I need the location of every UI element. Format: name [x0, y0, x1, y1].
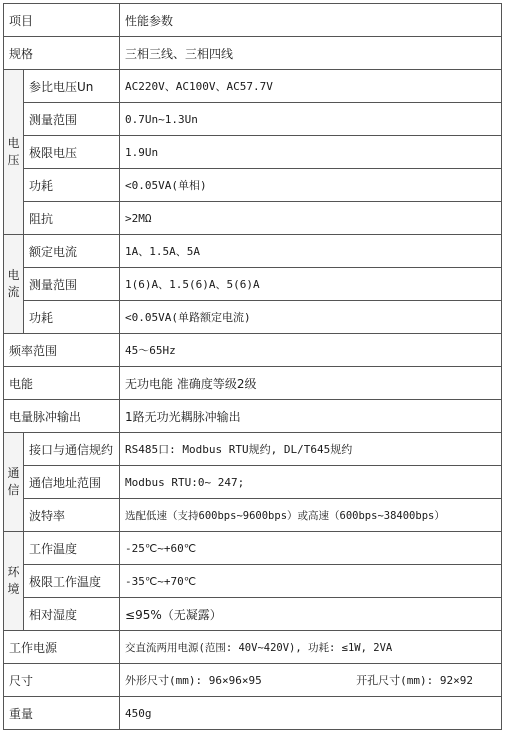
table-row	[4, 433, 502, 466]
row-label: 电能	[4, 367, 120, 400]
table-row	[4, 334, 502, 367]
row-value: Modbus RTU:0~ 247;	[120, 466, 502, 499]
row-value: 1A、1.5A、5A	[120, 235, 502, 268]
row-value: 1路无功光耦脉冲输出	[120, 400, 502, 433]
table-row	[4, 565, 502, 598]
row-value: >2MΩ	[120, 202, 502, 235]
category-label: 环境	[7, 565, 20, 596]
outer-size: 外形尺寸(mm): 96×96×95	[125, 674, 262, 687]
row-value	[120, 664, 502, 697]
row-label: 极限工作温度	[24, 565, 120, 598]
row-label: 参比电压Un	[24, 70, 120, 103]
row-label: 规格	[4, 37, 120, 70]
row-value: 0.7Un~1.3Un	[120, 103, 502, 136]
row-label: 工作温度	[24, 532, 120, 565]
category-comm	[4, 433, 24, 532]
row-label: 相对湿度	[24, 598, 120, 631]
row-value: 45～65Hz	[120, 334, 502, 367]
spec-table	[3, 3, 502, 730]
table-row	[4, 697, 502, 730]
row-value: <0.05VA(单相)	[120, 169, 502, 202]
row-value: 1.9Un	[120, 136, 502, 169]
category-label: 电压	[7, 136, 20, 167]
row-label: 频率范围	[4, 334, 120, 367]
header-item-cell: 项目	[4, 4, 120, 37]
cutout-size: 开孔尺寸(mm): 92×92	[356, 674, 474, 687]
size-values	[125, 672, 501, 688]
row-label: 尺寸	[4, 664, 120, 697]
row-label: 阻抗	[24, 202, 120, 235]
table-row	[4, 136, 502, 169]
row-value: 交直流两用电源(范围: 40V~420V), 功耗: ≤1W, 2VA	[120, 631, 502, 664]
row-label: 额定电流	[24, 235, 120, 268]
row-label: 功耗	[24, 301, 120, 334]
row-value: AC220V、AC100V、AC57.7V	[120, 70, 502, 103]
row-label: 测量范围	[24, 103, 120, 136]
table-row	[4, 466, 502, 499]
spec-table-wrapper	[3, 3, 502, 730]
row-label: 接口与通信规约	[24, 433, 120, 466]
row-label: 工作电源	[4, 631, 120, 664]
row-value: RS485口: Modbus RTU规约, DL/T645规约	[120, 433, 502, 466]
row-label: 波特率	[24, 499, 120, 532]
row-value: ≤95%（无凝露）	[120, 598, 502, 631]
row-value: 三相三线、三相四线	[120, 37, 502, 70]
row-value: 无功电能 准确度等级2级	[120, 367, 502, 400]
category-current	[4, 235, 24, 334]
table-row	[4, 301, 502, 334]
row-label: 功耗	[24, 169, 120, 202]
row-label: 通信地址范围	[24, 466, 120, 499]
table-header-row	[4, 4, 502, 37]
table-row	[4, 103, 502, 136]
row-label: 极限电压	[24, 136, 120, 169]
table-row	[4, 631, 502, 664]
row-value: 450g	[120, 697, 502, 730]
table-row	[4, 37, 502, 70]
table-row	[4, 598, 502, 631]
table-row	[4, 202, 502, 235]
table-row	[4, 400, 502, 433]
table-row	[4, 367, 502, 400]
row-value: 1(6)A、1.5(6)A、5(6)A	[120, 268, 502, 301]
category-voltage	[4, 70, 24, 235]
table-row	[4, 169, 502, 202]
table-row	[4, 532, 502, 565]
table-row	[4, 235, 502, 268]
row-value: -25℃~+60℃	[120, 532, 502, 565]
table-row	[4, 664, 502, 697]
table-row	[4, 70, 502, 103]
category-label: 电流	[7, 268, 20, 299]
row-label: 电量脉冲输出	[4, 400, 120, 433]
row-value: 选配低速（支持600bps~9600bps）或高速（600bps~38400bps）	[120, 499, 502, 532]
category-label: 通信	[7, 466, 20, 497]
row-label: 测量范围	[24, 268, 120, 301]
category-env	[4, 532, 24, 631]
row-label: 重量	[4, 697, 120, 730]
table-row	[4, 268, 502, 301]
row-value: -35℃~+70℃	[120, 565, 502, 598]
row-value: <0.05VA(单路额定电流)	[120, 301, 502, 334]
header-params-cell: 性能参数	[120, 4, 502, 37]
table-row	[4, 499, 502, 532]
